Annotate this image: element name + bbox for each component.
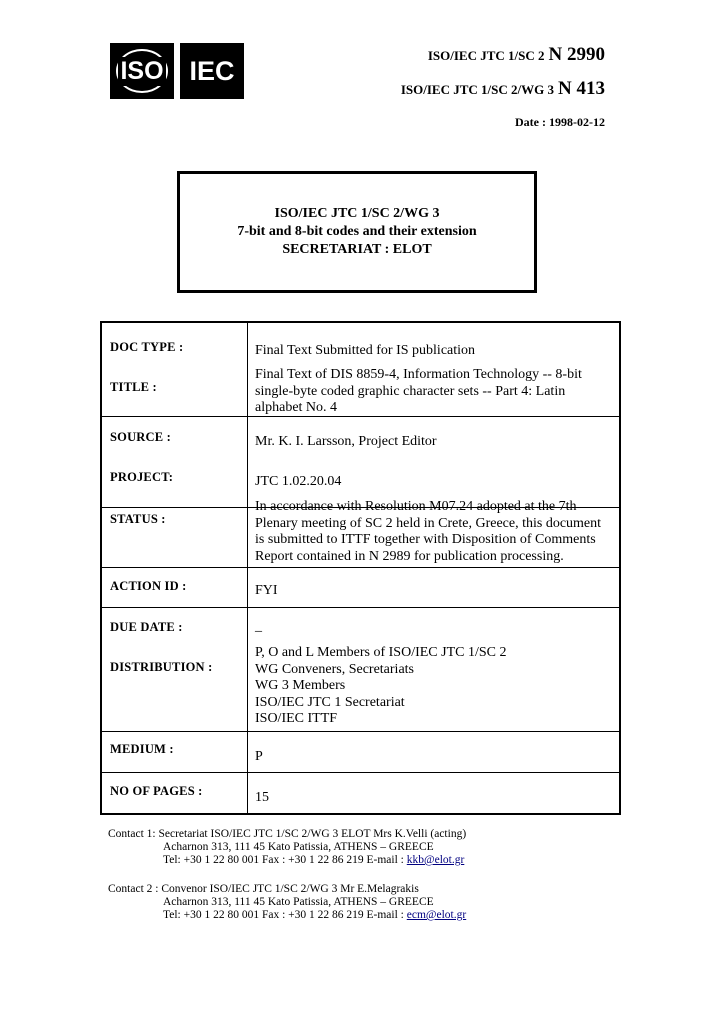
status-label: STATUS : [110, 512, 166, 526]
iec-logo-text: IEC [189, 55, 235, 86]
source-label: SOURCE : [110, 430, 171, 444]
row-status [102, 499, 619, 568]
no-of-pages-label: NO OF PAGES : [110, 784, 203, 798]
committee-scope: 7-bit and 8-bit codes and their extension [237, 224, 477, 239]
row-source-project [102, 416, 619, 508]
title-value: Final Text of DIS 8859-4, Information Technology -- 8-bit single-byte coded graphic character sets -- Part 4: Latin alphabet No. 4 [255, 367, 582, 415]
project-label: PROJECT: [110, 470, 174, 484]
distribution-line-5: ISO/IEC ITTF [255, 711, 338, 726]
contact-1-address: Acharnon 313, 111 45 Kato Patissia, ATHENS – GREECE [163, 841, 434, 853]
distribution-label: DISTRIBUTION : [110, 660, 213, 674]
contact-2-phone-line [108, 909, 466, 922]
contact-1-line-1: Contact 1: Secretariat ISO/IEC JTC 1/SC 2/WG 3 ELOT Mrs K.Velli (acting) [108, 828, 467, 840]
contact-2-line-1: Contact 2 : Convenor ISO/IEC JTC 1/SC 2/WG 3 Mr E.Melagrakis [108, 883, 419, 895]
medium-label: MEDIUM : [110, 742, 174, 756]
row-no-of-pages [102, 772, 619, 815]
contact-2-address: Acharnon 313, 111 45 Kato Patissia, ATHENS – GREECE [163, 896, 434, 908]
row-medium [102, 731, 619, 773]
row-action-id [102, 567, 619, 608]
iso-logo-text: ISO [120, 56, 164, 85]
iso-logo [110, 43, 174, 99]
contact-1-phone-line [108, 854, 466, 867]
iec-logo [180, 43, 244, 99]
title-label: TITLE : [110, 380, 157, 394]
contact-1-email-link[interactable]: kkb@elot.gr [406, 854, 465, 866]
ref1-prefix: ISO/IEC JTC 1/SC 2 [427, 48, 545, 63]
distribution-list [255, 645, 613, 728]
distribution-line-2: WG Conveners, Secretariats [255, 661, 414, 677]
doc-type-label: DOC TYPE : [110, 340, 184, 354]
document-number-wg3 [401, 78, 605, 100]
secretariat: SECRETARIAT : ELOT [282, 242, 432, 257]
row-due-date-distribution [102, 607, 619, 732]
contact-2-email-link[interactable]: ecm@elot.gr [406, 909, 467, 921]
doc-type-value: Final Text Submitted for IS publication [255, 343, 476, 358]
distribution-line-3: WG 3 Members [255, 678, 346, 693]
ref2-prefix: ISO/IEC JTC 1/SC 2/WG 3 [400, 82, 555, 97]
contact-2-phone: Tel: +30 1 22 80 001 Fax : +30 1 22 86 219 E-mail : [163, 909, 407, 921]
distribution-line-4: ISO/IEC JTC 1 Secretariat [255, 694, 405, 710]
project-value: JTC 1.02.20.04 [255, 474, 342, 489]
due-date-value: _ [255, 619, 262, 634]
row-doc-type-title [102, 323, 619, 417]
document-date: Date : 1998-02-12 [515, 115, 605, 129]
contact-2 [108, 883, 466, 922]
status-value: In accordance with Resolution M07.24 adopted at the 7th Plenary meeting of SC 2 held in Crete, Greece, this document is submitted to ITTF together with Disposition of Comments Report contained in N 2989 for publication processing. [255, 499, 602, 564]
contact-1 [108, 828, 466, 867]
ref1-number: N 2990 [548, 44, 605, 65]
ref2-number: N 413 [558, 78, 605, 99]
due-date-label: DUE DATE : [110, 620, 183, 634]
document-number-sc2 [428, 44, 605, 66]
source-value: Mr. K. I. Larsson, Project Editor [255, 434, 437, 449]
no-of-pages-value: 15 [255, 790, 269, 805]
document-info-table [100, 321, 621, 815]
contact-1-phone: Tel: +30 1 22 80 001 Fax : +30 1 22 86 219 E-mail : [163, 854, 407, 866]
committee-name: ISO/IEC JTC 1/SC 2/WG 3 [274, 206, 440, 221]
committee-title-box [177, 171, 537, 293]
action-id-value: FYI [255, 583, 278, 598]
medium-value: P [255, 749, 263, 764]
distribution-line-1: P, O and L Members of ISO/IEC JTC 1/SC 2 [255, 645, 507, 660]
action-id-label: ACTION ID : [110, 579, 187, 593]
